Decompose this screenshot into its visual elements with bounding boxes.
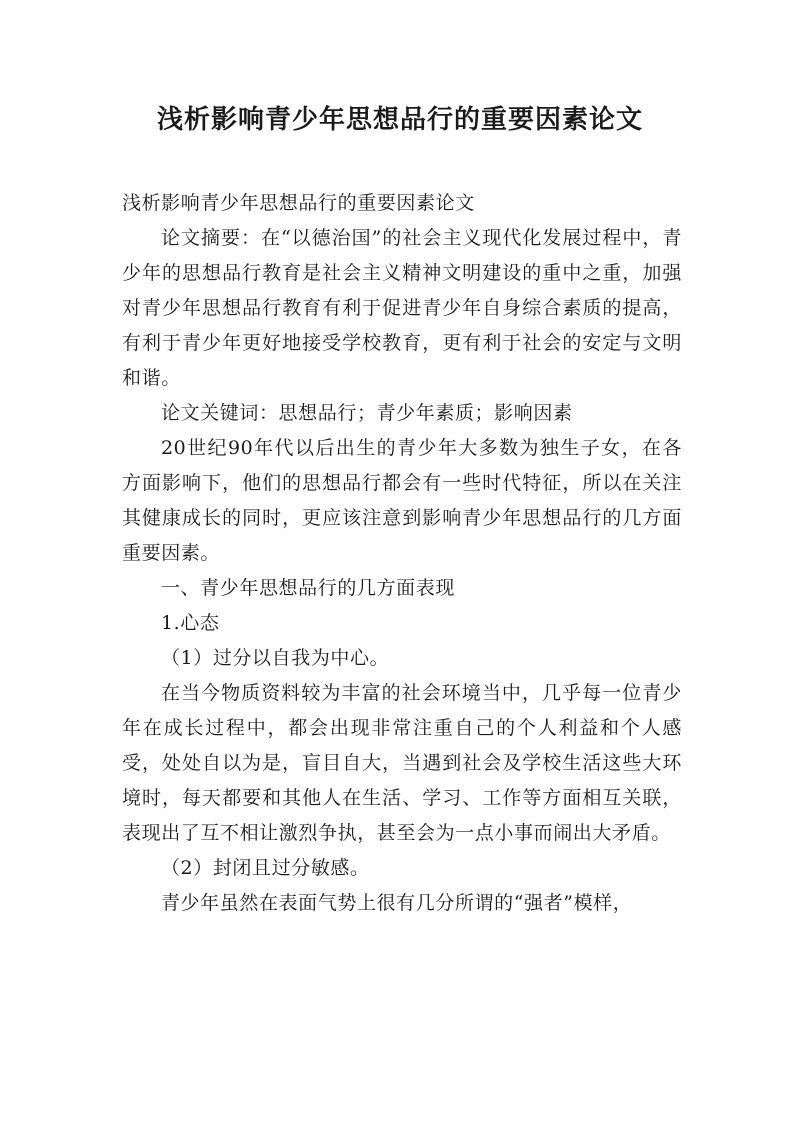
- repeated-title-paragraph: 浅析影响青少年思想品行的重要因素论文: [122, 192, 475, 214]
- document-title: 浅析影响青少年思想品行的重要因素论文: [156, 105, 643, 135]
- subsection-heading-mindset: 1.心态: [160, 612, 220, 634]
- point-body-2: 青少年虽然在表面气势上很有几分所谓的“强者”模样，: [160, 892, 633, 914]
- keywords-paragraph: 论文关键词：思想品行；青少年素质；影响因素: [160, 402, 573, 424]
- document-body: [122, 186, 682, 921]
- abstract-paragraph: 论文摘要：在“以德治国”的社会主义现代化发展过程中，青少年的思想品行教育是社会主义精神文明建设的重中之重，加强对青少年思想品行教育有利于促进青少年自身综合素质的提高，有利于青少年更好地接受学校教育，更有利于社会的安定与文明和谐。: [122, 227, 682, 389]
- point-heading-2: （2）封闭且过分敏感。: [160, 857, 370, 879]
- section-heading-1: 一、青少年思想品行的几方面表现: [160, 577, 455, 599]
- point-body-1: 在当今物质资料较为丰富的社会环境当中，几乎每一位青少年在成长过程中，都会出现非常注重自己的个人利益和个人感受，处处自以为是，盲目自大，当遇到社会及学校生活这些大环境时，每天都要和其他人在生活、学习、工作等方面相互关联，表现出了互不相让激烈争执，甚至会为一点小事而闹出大矛盾。: [122, 682, 682, 844]
- intro-paragraph: 20世纪90年代以后出生的青少年大多数为独生子女，在各方面影响下，他们的思想品行都会有一些时代特征，所以在关注其健康成长的同时，更应该注意到影响青少年思想品行的几方面重要因素。: [122, 437, 682, 564]
- point-heading-1: （1）过分以自我为中心。: [160, 647, 390, 669]
